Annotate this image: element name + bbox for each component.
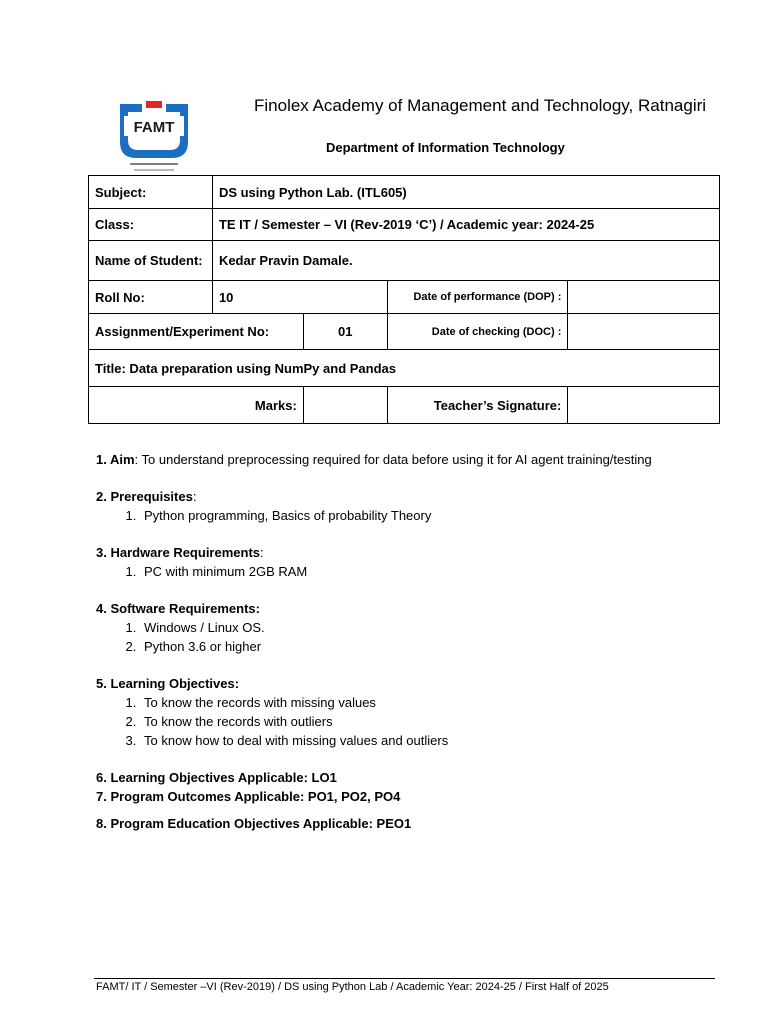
signature-value[interactable] — [568, 387, 720, 424]
info-table — [88, 175, 720, 424]
department-name: Department of Information Technology — [326, 140, 565, 155]
roll-row — [89, 281, 720, 314]
peo-applicable: 8. Program Education Objectives Applicable: PEO1 — [96, 816, 412, 831]
list-item: 1. Python programming, Basics of probability Theory — [140, 506, 736, 525]
roll-value: 10 — [212, 281, 387, 314]
subject-value: DS using Python Lab. (ITL605) — [212, 176, 719, 209]
list-item: 1. To know the records with missing values — [140, 693, 736, 712]
name-label: Name of Student: — [89, 241, 213, 281]
hardware-list — [96, 562, 736, 581]
page-footer: FAMT/ IT / Semester –VI (Rev-2019) / DS using Python Lab / Academic Year: 2024-25 / First Half of 2025 — [96, 981, 609, 993]
marks-value[interactable] — [303, 387, 387, 424]
famt-logo-icon — [116, 100, 192, 176]
lo-applicable: 6. Learning Objectives Applicable: LO1 — [96, 770, 337, 785]
software-section — [96, 599, 736, 656]
experiment-row — [89, 314, 720, 350]
class-row — [89, 209, 720, 241]
class-value: TE IT / Semester – VI (Rev-2019 ‘C’) / Academic year: 2024-25 — [212, 209, 719, 241]
hardware-heading: 3. Hardware Requirements — [96, 545, 261, 560]
objectives-heading: 5. Learning Objectives: — [96, 676, 240, 691]
software-heading: 4. Software Requirements: — [96, 601, 260, 616]
aim-text: : To understand preprocessing required for data before using it for AI agent training/testing — [134, 452, 652, 467]
doc-value[interactable] — [568, 314, 720, 350]
subject-row — [89, 176, 720, 209]
aim-section — [96, 450, 736, 469]
aim-heading: 1. Aim — [96, 452, 135, 467]
roll-label: Roll No: — [89, 281, 213, 314]
list-item: 1. Windows / Linux OS. — [140, 618, 736, 637]
marks-label: Marks: — [89, 387, 304, 424]
subject-label: Subject: — [89, 176, 213, 209]
list-item: 2. Python 3.6 or higher — [140, 637, 736, 656]
software-list — [96, 618, 736, 656]
list-item: 2. To know the records with outliers — [140, 712, 736, 731]
signature-label: Teacher’s Signature: — [387, 387, 568, 424]
objectives-section — [96, 674, 736, 750]
famt-logo — [116, 100, 192, 176]
list-item: 3. To know how to deal with missing values and outliers — [140, 731, 736, 750]
institute-name: Finolex Academy of Management and Technology, Ratnagiri — [254, 96, 707, 115]
prerequisites-heading: 2. Prerequisites — [96, 489, 193, 504]
objectives-list — [96, 693, 736, 750]
name-value: Kedar Pravin Damale. — [212, 241, 719, 281]
prerequisites-list — [96, 506, 736, 525]
marks-row — [89, 387, 720, 424]
po-applicable: 7. Program Outcomes Applicable: PO1, PO2, PO4 — [96, 789, 401, 804]
experiment-content — [96, 450, 736, 833]
list-item: 1. PC with minimum 2GB RAM — [140, 562, 736, 581]
experiment-label: Assignment/Experiment No: — [89, 314, 304, 350]
experiment-title: Title: Data preparation using NumPy and Pandas — [89, 350, 720, 387]
dop-value[interactable] — [568, 281, 720, 314]
dop-label: Date of performance (DOP) : — [387, 281, 568, 314]
doc-label: Date of checking (DOC) : — [387, 314, 568, 350]
prerequisites-section: 2. Prerequisites: 1. Python programming, Basics of probability Theory — [96, 487, 736, 525]
student-row — [89, 241, 720, 281]
footer-divider — [94, 978, 715, 979]
class-label: Class: — [89, 209, 213, 241]
hardware-section: 3. Hardware Requirements: 1. PC with minimum 2GB RAM — [96, 543, 736, 581]
experiment-value: 01 — [303, 314, 387, 350]
title-row — [89, 350, 720, 387]
logo-text: FAMT — [133, 119, 175, 136]
